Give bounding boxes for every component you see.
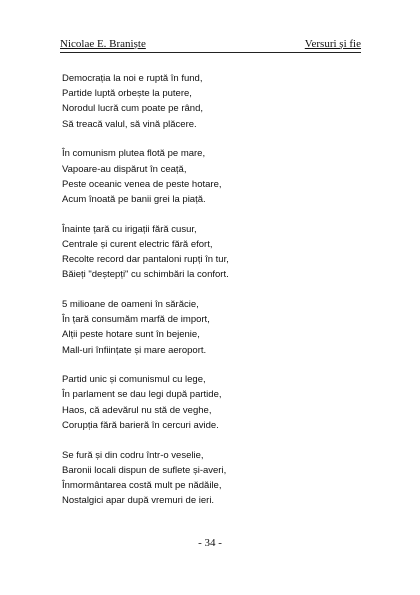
poem-body	[62, 71, 362, 523]
poem-line: Recolte record dar pantaloni rupți în tur,	[62, 254, 229, 266]
poem-line: În comunism plutea flotă pe mare,	[62, 148, 206, 160]
poem-line: În țară consumăm marfă de import,	[62, 314, 210, 326]
header-author: Nicolae E. Braniște	[60, 38, 146, 50]
stanza	[62, 297, 362, 358]
stanza	[62, 448, 362, 509]
poem-line: Să treacă valul, să vină plăcere.	[62, 118, 197, 130]
running-header	[60, 38, 361, 53]
poem-line: Alții peste hotare sunt în bejenie,	[62, 329, 200, 341]
poem-line: 5 milioane de oameni în sărăcie,	[62, 298, 199, 310]
stanza	[62, 146, 362, 207]
poem-line: În parlament se dau legi după partide,	[62, 389, 222, 401]
stanza	[62, 372, 362, 433]
poem-line: Centrale și curent electric fără efort,	[62, 238, 213, 250]
poem-line: Partide luptă orbește la putere,	[62, 88, 192, 100]
stanza	[62, 222, 362, 283]
poem-line: Mall-uri înființate și mare aeroport.	[62, 344, 207, 356]
header-book-title: Versuri și fie	[304, 38, 361, 50]
stanza	[62, 71, 362, 132]
poem-line: Partid unic și comunismul cu lege,	[62, 374, 206, 386]
page-number: - 34 -	[198, 537, 222, 549]
poem-line: Norodul lucră cum poate pe rând,	[62, 103, 203, 115]
poem-line: Vapoare-au dispărut în ceață,	[62, 163, 187, 175]
poem-line: Acum înoată pe banii grei la piață.	[62, 193, 206, 205]
poem-line: Peste oceanic venea de peste hotare,	[62, 178, 222, 190]
poem-line: Baronii locali dispun de suflete și-averi,	[62, 464, 227, 476]
poem-line: Înainte țară cu irigații fără cusur,	[62, 223, 197, 235]
poem-line: Corupția fără barieră în cercuri avide.	[62, 419, 219, 431]
poem-line: Băieți "deștepți" cu schimbări la confort.	[62, 269, 229, 281]
poem-line: Democrația la noi e ruptă în fund,	[62, 73, 203, 84]
poem-line: Se fură și din codru într-o veselie,	[62, 449, 204, 461]
poem-line: Haos, că adevărul nu stă de veghe,	[62, 404, 212, 416]
poem-line: Nostalgici apar după vremuri de ieri.	[62, 495, 215, 507]
poem-line: Înmormântarea costă mult pe nădăile,	[62, 479, 222, 491]
